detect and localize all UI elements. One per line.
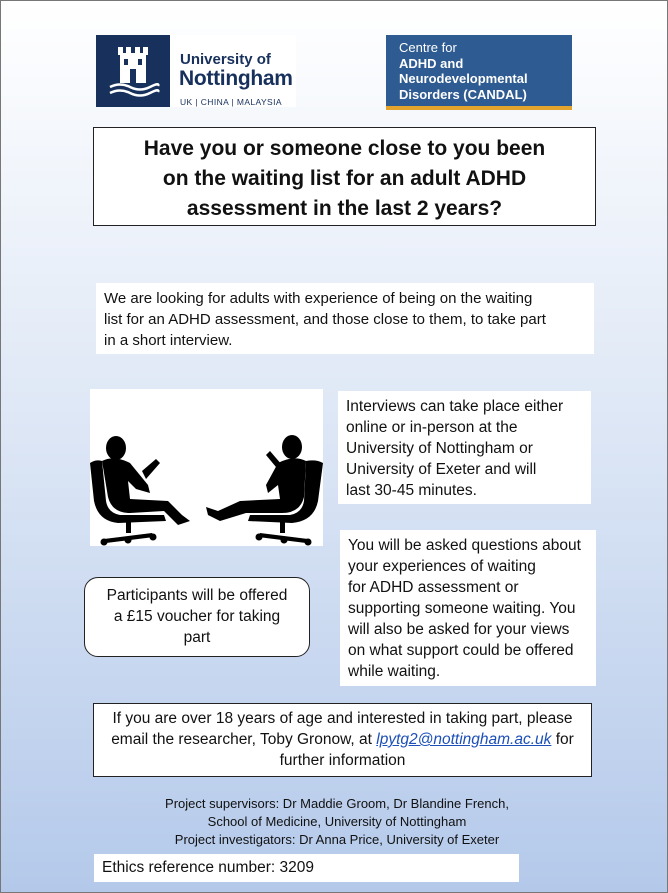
castle-crest-icon (96, 35, 170, 107)
questions-line: your experiences of waiting (348, 558, 536, 575)
voucher-line: Participants will be offered (106, 587, 288, 604)
questions-line: You will be asked questions about (348, 537, 581, 554)
candal-line4: Disorders (CANDAL) (399, 87, 527, 102)
candal-line1: Centre for (399, 40, 457, 55)
uon-name-line1: University of (180, 51, 271, 68)
two-people-chairs-icon (90, 389, 323, 546)
university-of-nottingham-logo (96, 35, 296, 107)
contact-text: for (551, 731, 574, 748)
candal-line2: ADHD and (399, 56, 464, 71)
interviews-line: Interviews can take place either (346, 398, 564, 415)
credits-line: Project investigators: Dr Anna Price, University of Exeter (174, 832, 500, 847)
contact-line (94, 729, 591, 750)
interview-details-box (338, 391, 591, 504)
headline-line: assessment in the last 2 years? (186, 197, 503, 220)
questions-box (340, 530, 596, 686)
candal-logo (386, 35, 572, 110)
uon-campuses: UK | CHINA | MALAYSIA (180, 97, 282, 107)
contact-box (93, 703, 592, 777)
headline-box (93, 127, 596, 226)
interviews-line: last 30-45 minutes. (346, 482, 477, 499)
questions-line: will also be asked for your views (348, 621, 570, 638)
intro-line: list for an ADHD assessment, and those close to them, to take part (104, 311, 546, 328)
contact-text: email the researcher, Toby Gronow, at (111, 731, 377, 748)
candal-line3: Neurodevelopmental (399, 71, 528, 86)
questions-line: on what support could be offered (348, 642, 574, 659)
researcher-email-link[interactable]: lpytg2@nottingham.ac.uk (376, 731, 552, 748)
ethics-reference: Ethics reference number: 3209 (94, 854, 519, 882)
project-credits (97, 795, 577, 849)
questions-line: supporting someone waiting. You (348, 600, 576, 617)
contact-line: further information (279, 752, 406, 769)
voucher-box (84, 577, 310, 657)
intro-line: We are looking for adults with experience of being on the waiting (104, 290, 533, 307)
questions-line: while waiting. (348, 663, 441, 680)
credits-line: Project supervisors: Dr Maddie Groom, Dr Blandine French, (165, 796, 509, 811)
questions-line: for ADHD assessment or (348, 579, 519, 596)
uon-name-line2: Nottingham (179, 67, 293, 90)
headline-line: on the waiting list for an adult ADHD (162, 167, 527, 190)
interviews-line: University of Nottingham or (346, 440, 533, 457)
headline-line: Have you or someone close to you been (143, 137, 546, 160)
voucher-line: part (183, 629, 211, 646)
credits-line: School of Medicine, University of Nottingham (207, 814, 467, 829)
interviews-line: online or in-person at the (346, 419, 518, 436)
contact-line: If you are over 18 years of age and interested in taking part, please (112, 710, 573, 727)
interviews-line: University of Exeter and will (346, 461, 537, 478)
intro-line: in a short interview. (104, 332, 233, 349)
intro-box (96, 283, 594, 354)
voucher-line: a £15 voucher for taking (113, 608, 281, 625)
interview-silhouette-image (90, 389, 323, 546)
